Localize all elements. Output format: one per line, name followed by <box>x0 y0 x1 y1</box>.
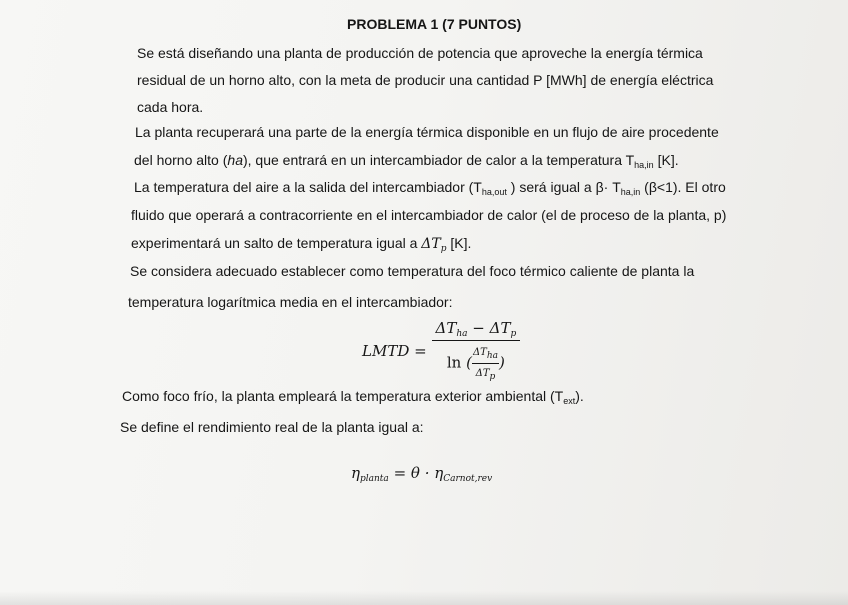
problem-title: PROBLEMA 1 (7 PUNTOS) <box>347 16 522 32</box>
text-span: [K]. <box>653 152 679 168</box>
inner-fraction <box>472 343 499 384</box>
efficiency-equation <box>351 463 492 483</box>
subscript-ha-out: ha,out <box>481 187 507 197</box>
text-span: ). <box>575 388 584 404</box>
ln-operator: ln <box>446 353 462 372</box>
ha-italic: ha <box>227 152 243 168</box>
lmtd-numerator <box>432 318 521 341</box>
equals-sign: = <box>388 464 411 482</box>
subscript-planta: planta <box>360 474 389 484</box>
text-span: ) será igual a β· T <box>506 179 621 195</box>
text-span: (β<1). El otro <box>640 179 726 195</box>
delta-tp-symbol <box>421 236 446 252</box>
paragraph3-line3 <box>131 234 471 253</box>
text-span: experimentará un salto de temperatura igual a <box>131 235 422 251</box>
paragraph1-line2: residual de un horno alto, con la meta de producir una cantidad P [MWh] de energía eléctrica <box>137 72 714 88</box>
text-span: del horno alto ( <box>134 152 228 168</box>
delta-t: ΔT <box>475 368 490 379</box>
paragraph6: Se define el rendimiento real de la planta igual a: <box>120 419 424 435</box>
equals-sign: = <box>414 342 427 360</box>
subscript-p: p <box>489 372 496 382</box>
subscript-ext: ext <box>563 396 576 406</box>
lmtd-lhs: LMTD <box>362 342 410 360</box>
text-span: La temperatura del aire a la salida del intercambiador (T <box>134 179 482 195</box>
paragraph2-line2 <box>134 151 679 169</box>
subscript-ha: ha <box>486 351 499 361</box>
paragraph2-line1: La planta recuperará una parte de la energía térmica disponible en un flujo de aire procedente <box>135 124 719 140</box>
subscript-p: p <box>510 329 517 339</box>
delta-t: ΔT <box>472 347 487 358</box>
paragraph4-line1: Se considera adecuado establecer como temperatura del foco térmico caliente de planta la <box>130 263 695 279</box>
text-span: Como foco frío, la planta empleará la temperatura exterior ambiental (T <box>122 388 564 404</box>
paragraph3-line2: fluido que operará a contracorriente en el intercambiador de calor (el de proceso de la planta, p) <box>131 207 727 223</box>
subscript-ha-in: ha,in <box>634 160 654 170</box>
text-span: ), que entrará en un intercambiador de calor a la temperatura T <box>242 152 635 168</box>
lmtd-fraction <box>432 318 521 384</box>
lmtd-denominator: ln ( $\Delta T_{ha}$ $\Delta T_p$ ) <box>432 341 521 384</box>
delta-t: − ΔT <box>467 319 511 337</box>
lmtd-equation <box>362 318 520 384</box>
eta-symbol: η <box>351 464 360 482</box>
subscript-p: p <box>440 244 447 254</box>
subscript-ha: ha <box>456 329 468 339</box>
text-span: [K]. <box>446 235 472 251</box>
delta-t: ΔT <box>421 236 441 252</box>
paragraph3-line1 <box>134 178 726 196</box>
paragraph4-line2: temperatura logarítmica media en el intercambiador: <box>128 294 453 310</box>
subscript-carnot-rev: Carnot,rev <box>443 474 493 484</box>
theta-eta-symbols: θ · η <box>410 464 444 482</box>
inner-numerator <box>472 343 499 364</box>
subscript-ha-in: ha,in <box>620 187 641 197</box>
paragraph1-line1: Se está diseñando una planta de producción de potencia que aproveche la energía térmica <box>137 45 703 61</box>
paragraph1-line3: cada hora. <box>137 99 204 115</box>
paragraph5 <box>122 387 584 405</box>
delta-t: ΔT <box>435 319 457 337</box>
inner-denominator <box>472 364 499 384</box>
